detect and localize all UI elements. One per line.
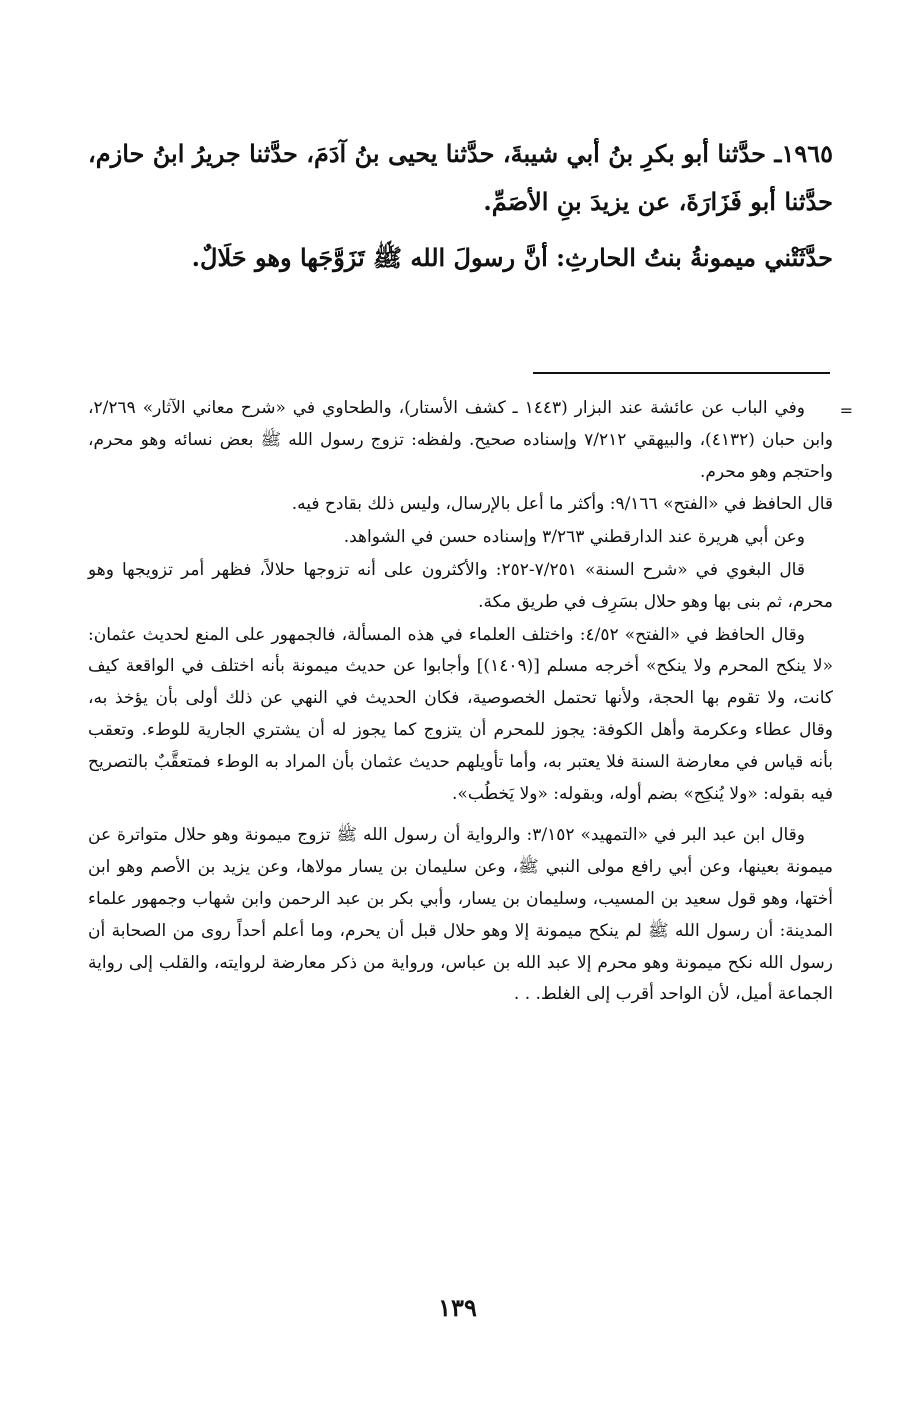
footnote-paragraph: قال الحافظ في «الفتح» ٩/١٦٦: وأكثر ما أعل بالإرسال، وليس ذلك بقادح فيه. bbox=[291, 494, 833, 515]
footnote-paragraph: وقال ابن عبد البر في «التمهيد» ٣/١٥٢: والرواية أن رسول الله ﷺ تزوج ميمونة وهو حلال متواترة عن ميمونة بعينها، وعن أبي رافع مولى النبي ﷺ، وعن سليمان بن يسار مولاها، وعن يزيد بن الأصم وهو ابن أختها، وهو قول سعيد بن المسيب، وسليمان بن يسار، وأبي بكر بن عبد الرحمن وابن شهاب وجمهور علماء المدينة: أن رسول الله ﷺ لم ينكح ميمونة إلا وهو حلال قبل أن يحرم، وما أعلم أحداً روى من الصحابة أن رسول الله نكح ميمونة وهو محرم إلا عبد الله بن عباس، ورواية من ذكر معارضة لروايته، والقلب إلى رواية الجماعة أميل، لأن الواحد أقرب إلى الغلط. . . bbox=[88, 825, 833, 1005]
footnote-divider bbox=[533, 372, 830, 374]
hadith-isnad: ١٩٦٥ـ حدَّثنا أبو بكرِ بنُ أبي شيبةَ، حدَّثنا يحيى بنُ آدَمَ، حدَّثنا جريرُ ابنُ حازم، حدَّثنا أبو فَزَارَةَ، عن يزيدَ بنِ الأصَمِّ. bbox=[88, 139, 833, 216]
footnote-paragraph: وفي الباب عن عائشة عند البزار (١٤٤٣ ـ كشف الأستار)، والطحاوي في «شرح معاني الآثار» ٢/٢٦٩، وابن حبان (٤١٣٢)، والبيهقي ٧/٢١٢ وإسناده صحيح. ولفظه: تزوج رسول الله ﷺ بعض نسائه وهو محرم، واحتجم وهو محرم. bbox=[88, 398, 833, 482]
footnote-paragraph: وعن أبي هريرة عند الدارقطني ٣/٢٦٣ وإسناده حسن في الشواهد. bbox=[343, 527, 805, 548]
footnotes bbox=[88, 393, 853, 1012]
continuation-mark: = bbox=[839, 401, 853, 420]
page-number: ١٣٩ bbox=[438, 1293, 477, 1322]
footnote-paragraph: وقال الحافظ في «الفتح» ٤/٥٢: واختلف العلماء في هذه المسألة، فالجمهور على المنع لحديث عثمان: «لا ينكح المحرم ولا ينكح» أخرجه مسلم [(١٤٠٩)] وأجابوا عن حديث ميمونة بأنه اختلف في الواقعة كيف كانت، ولا تقوم بها الحجة، ولأنها تحتمل الخصوصية، فكان الحديث في النهي عن ذلك أولى بأن يؤخذ به، وقال عطاء وعكرمة وأهل الكوفة: يجوز للمحرم أن يتزوج كما يجوز له أن يشتري الجارية للوطء. وتعقب بأنه قياس في معارضة السنة فلا يعتبر به، وأما تأويلهم حديث عثمان بأن المراد به الوطء فمتعقَّبٌ بالتصريح فيه بقوله: «ولا يُنكِح» بضم أوله، وبقوله: «ولا يَخطُب». bbox=[88, 624, 834, 804]
hadith-matn: حدَّثَتْني ميمونةُ بنتُ الحارثِ: أنَّ رسولَ الله ﷺ تَزَوَّجَها وهو حَلَالٌ. bbox=[191, 243, 833, 272]
hadith-block bbox=[88, 130, 833, 290]
footnote-paragraph: قال البغوي في «شرح السنة» ٧/٢٥١-٢٥٢: والأكثرون على أنه تزوجها حلالاً، فظهر أمر تزويجها وهو محرم، ثم بنى بها وهو حلال بسَرِف في طريق مكة. bbox=[88, 559, 833, 612]
